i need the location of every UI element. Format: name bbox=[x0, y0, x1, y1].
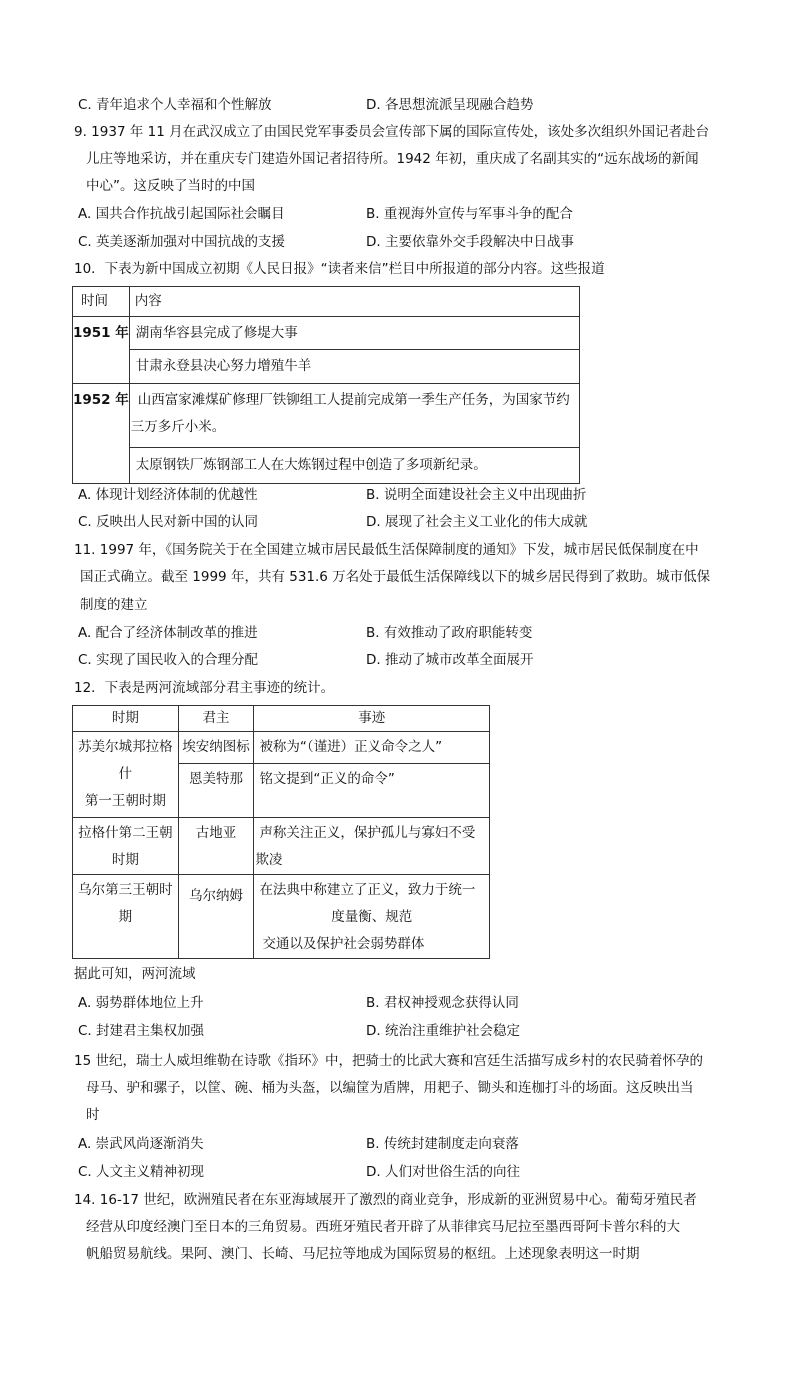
q12-table bbox=[72, 705, 490, 959]
q10-row-3: 山西富家滩煤矿修理厂铁铆组工人提前完成第一季生产任务，为国家节约 三万多斤小米。 bbox=[129, 384, 579, 448]
q9-stem-line: 9. 1937 年 11 月在武汉成立了由国民党军事委员会宣传部下属的国际宣传处，该处多次组织外国记者赴台 bbox=[74, 124, 710, 140]
q10-year-1952: 1952 年 bbox=[73, 384, 130, 484]
q10-row-1: 湖南华容县完成了修堤大事 bbox=[129, 317, 579, 350]
q12-option-a: A. 弱势群体地位上升 bbox=[78, 995, 204, 1011]
q9-stem-line: 中心”。这反映了当时的中国 bbox=[86, 178, 255, 194]
q12-deeds-2: 铭文提到“正义的命令” bbox=[254, 764, 490, 818]
q10-header-time: 时间 bbox=[73, 287, 130, 317]
q12-king-2: 恩美特那 bbox=[178, 764, 254, 818]
q9-option-a: A. 国共合作抗战引起国际社会瞩目 bbox=[78, 206, 285, 222]
q9-option-d: D. 主要依靠外交手段解决中日战事 bbox=[366, 234, 574, 250]
q10-option-b: B. 说明全面建设社会主义中出现曲折 bbox=[366, 487, 587, 503]
q8-option-c: C. 青年追求个人幸福和个性解放 bbox=[78, 97, 272, 113]
q10-stem: 10．下表为新中国成立初期《人民日报》“读者来信”栏目中所报道的部分内容。这些报道 bbox=[74, 261, 605, 277]
q12-option-d: D. 统治注重维护社会稳定 bbox=[366, 1023, 520, 1039]
q11-option-b: B. 有效推动了政府职能转变 bbox=[366, 625, 533, 641]
q10-row-2: 甘肃永登县决心努力增殖牛羊 bbox=[129, 350, 579, 384]
q10-row-4: 太原钢铁厂炼钢部工人在大炼钢过程中创造了多项新纪录。 bbox=[129, 448, 579, 484]
q11-option-a: A. 配合了经济体制改革的推进 bbox=[78, 625, 258, 641]
q12-deeds-4: 在法典中称建立了正义，致力于统一 度量衡、规范 交通以及保护社会弱势群体 bbox=[254, 875, 490, 959]
q10-year-1951: 1951 年 bbox=[73, 317, 130, 384]
q12-header-period: 时期 bbox=[73, 706, 179, 732]
q10-option-c: C. 反映出人民对新中国的认同 bbox=[78, 514, 259, 530]
q12-period-1: 苏美尔城邦拉格 什 第一王朝时期 bbox=[73, 732, 179, 818]
q10-table bbox=[72, 286, 580, 484]
q10-header-content: 内容 bbox=[129, 287, 579, 317]
q11-stem-line: 11. 1997 年，《国务院关于在全国建立城市居民最低生活保障制度的通知》下发，城市居民低保制度在中 bbox=[74, 542, 699, 558]
q12-option-c: C. 封建君主集权加强 bbox=[78, 1023, 205, 1039]
q12-stem: 12．下表是两河流域部分君主事迹的统计。 bbox=[74, 680, 335, 696]
q15-stem-line: 15 世纪，瑞士人威坦维勒在诗歌《指环》中，把骑士的比武大赛和宫廷生活描写成乡村的农民骑着怀孕的 bbox=[74, 1053, 703, 1069]
q12-period-3: 乌尔第三王朝时 期 bbox=[73, 875, 179, 959]
q9-stem-line: 儿庄等地采访，并在重庆专门建造外国记者招待所。1942 年初，重庆成了名副其实的“远东战场的新闻 bbox=[86, 151, 699, 167]
q10-option-a: A. 体现计划经济体制的优越性 bbox=[78, 487, 258, 503]
q11-stem-line: 国正式确立。截至 1999 年，共有 531.6 万名处于最低生活保障线以下的城乡居民得到了救助。城市低保 bbox=[80, 569, 711, 585]
q12-king-3: 古地亚 bbox=[178, 818, 254, 875]
q12-deeds-3: 声称关注正义，保护孤儿与寡妇不受 欺凌 bbox=[254, 818, 490, 875]
q14-stem-line: 经营从印度经澳门至日本的三角贸易。西班牙殖民者开辟了从菲律宾马尼拉至墨西哥阿卡普尔科的大 bbox=[86, 1219, 680, 1235]
q12-header-king: 君主 bbox=[178, 706, 254, 732]
q12-deeds-1: 被称为“（谨进）正义命令之人” bbox=[254, 732, 490, 764]
q15-option-c: C. 人文主义精神初现 bbox=[78, 1164, 205, 1180]
q15-option-b: B. 传统封建制度走向衰落 bbox=[366, 1136, 519, 1152]
q9-option-b: B. 重视海外宣传与军事斗争的配合 bbox=[366, 206, 573, 222]
q12-tail: 据此可知，两河流域 bbox=[74, 966, 196, 982]
q11-option-c: C. 实现了国民收入的合理分配 bbox=[78, 652, 259, 668]
q8-option-d: D. 各思想流派呈现融合趋势 bbox=[366, 97, 534, 113]
q15-option-a: A. 崇武风尚逐渐消失 bbox=[78, 1136, 204, 1152]
q12-king-4: 乌尔纳姆 bbox=[178, 875, 254, 959]
q11-stem-line: 制度的建立 bbox=[80, 597, 148, 613]
q12-period-2: 拉格什第二王朝 时期 bbox=[73, 818, 179, 875]
q12-option-b: B. 君权神授观念获得认同 bbox=[366, 995, 519, 1011]
q14-stem-line: 14. 16-17 世纪，欧洲殖民者在东亚海域展开了激烈的商业竞争，形成新的亚洲贸易中心。葡萄牙殖民者 bbox=[74, 1192, 697, 1208]
q14-stem-line: 帆船贸易航线。果阿、澳门、长崎、马尼拉等地成为国际贸易的枢纽。上述现象表明这一时期 bbox=[86, 1246, 640, 1262]
q9-option-c: C. 英美逐渐加强对中国抗战的支援 bbox=[78, 234, 286, 250]
q15-stem-line: 母马、驴和骡子，以筐、碗、桶为头盔，以编筐为盾牌，用耙子、锄头和连枷打斗的场面。这反映出当 bbox=[86, 1080, 694, 1096]
q10-option-d: D. 展现了社会主义工业化的伟大成就 bbox=[366, 514, 588, 530]
q11-option-d: D. 推动了城市改革全面展开 bbox=[366, 652, 534, 668]
q15-option-d: D. 人们对世俗生活的向往 bbox=[366, 1164, 520, 1180]
q12-king-1: 埃安纳图标 bbox=[178, 732, 254, 764]
q15-stem-line: 时 bbox=[86, 1107, 100, 1123]
q12-header-deeds: 事迹 bbox=[254, 706, 490, 732]
